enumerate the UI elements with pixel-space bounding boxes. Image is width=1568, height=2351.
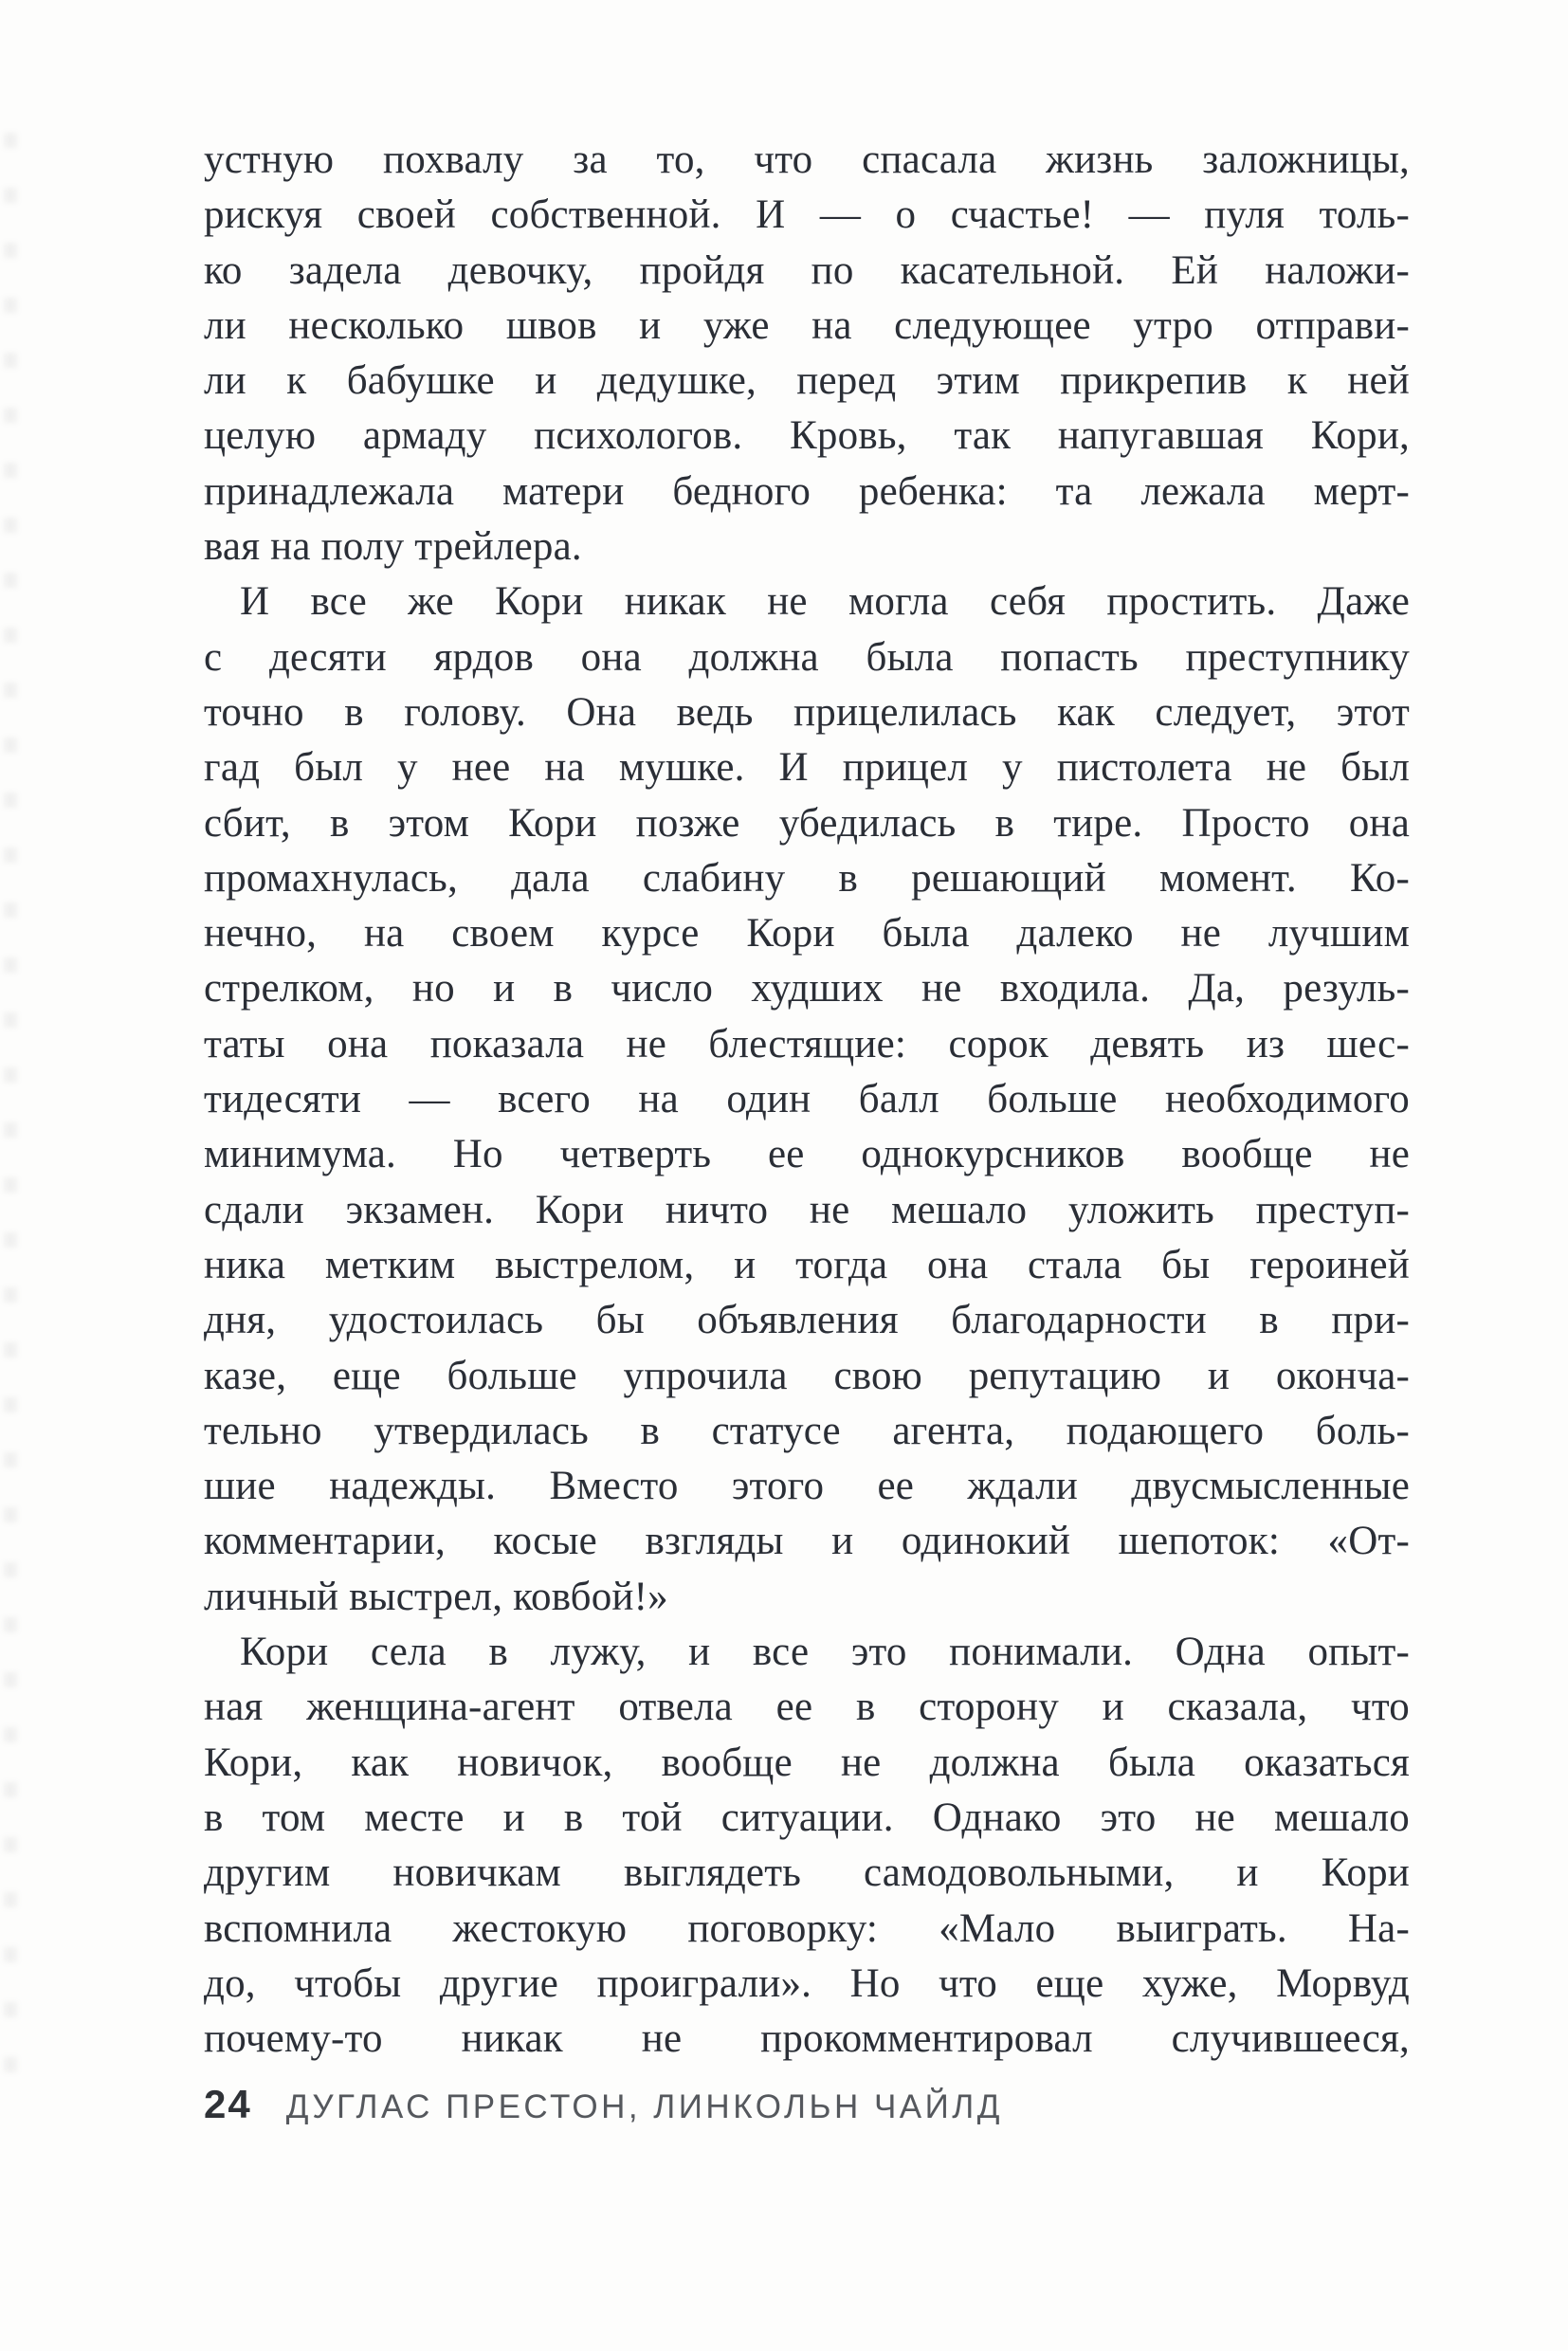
text-line: другим новичкам выглядеть самодовольными, и Кори <box>204 1850 1410 1896</box>
text-line: дня, удостоилась бы объявления благодарности в при- <box>204 1298 1410 1343</box>
text-line: Кори, как новичок, вообще не должна была оказаться <box>204 1740 1410 1785</box>
text-line: принадлежала матери бедного ребенка: та лежала мерт- <box>204 468 1410 514</box>
text-line: вспомнила жестокую поговорку: «Мало выиграть. На- <box>204 1905 1410 1951</box>
running-title: ДУГЛАС ПРЕСТОН, ЛИНКОЛЬН ЧАЙЛД <box>285 2088 1003 2125</box>
text-line: устную похвалу за то, что спасала жизнь заложницы, <box>204 137 1410 182</box>
text-line: ника метким выстрелом, и тогда она стала бы героиней <box>204 1242 1410 1287</box>
text-line: шие надежды. Вместо этого ее ждали двусмысленные <box>204 1464 1410 1509</box>
text-line: таты она показала не блестящие: сорок девять из шес- <box>204 1021 1410 1066</box>
text-line: ли несколько швов и уже на следующее утро отправи- <box>204 302 1410 348</box>
text-line: казе, еще больше упрочила свою репутацию и оконча- <box>204 1353 1410 1398</box>
text-line: вая на полу трейлера. <box>204 524 582 570</box>
scan-artifact <box>4 133 17 2086</box>
text-line: с десяти ярдов она должна была попасть преступнику <box>204 634 1410 680</box>
text-line: тидесяти — всего на один балл больше необходимого <box>204 1077 1410 1122</box>
text-line: гад был у нее на мушке. И прицел у пистолета не был <box>204 745 1410 791</box>
text-line: сбит, в этом Кори позже убедилась в тире. Просто она <box>204 800 1410 846</box>
text-line: точно в голову. Она ведь прицелилась как следует, этот <box>204 689 1410 735</box>
text-line: минимума. Но четверть ее однокурсников вообще не <box>204 1132 1410 1177</box>
text-line: в том месте и в той ситуации. Однако это не мешало <box>204 1795 1410 1840</box>
page-number: 24 <box>204 2082 252 2126</box>
text-line: Кори села в лужу, и все это понимали. Одна опыт- <box>240 1630 1410 1675</box>
text-line: рискуя своей собственной. И — о счастье! — пуля толь- <box>204 192 1410 238</box>
text-line: нечно, на своем курсе Кори была далеко не лучшим <box>204 911 1410 957</box>
text-line: И все же Кори никак не могла себя простить. Даже <box>240 579 1410 625</box>
body-text <box>204 133 1410 2067</box>
text-line: почему-то никак не прокомментировал случившееся, <box>204 2016 1410 2062</box>
text-line: сдали экзамен. Кори ничто не мешало уложить преступ- <box>204 1187 1410 1232</box>
text-line: личный выстрел, ковбой!» <box>204 1574 668 1619</box>
text-line: ная женщина-агент отвела ее в сторону и сказала, что <box>204 1685 1410 1730</box>
text-line: тельно утвердилась в статусе агента, подающего боль- <box>204 1408 1410 1453</box>
text-line: целую армаду психологов. Кровь, так напугавшая Кори, <box>204 413 1410 459</box>
text-line: промахнулась, дала слабину в решающий момент. Ко- <box>204 855 1410 901</box>
page-footer <box>204 2082 1003 2127</box>
text-line: стрелком, но и в число худших не входила. Да, резуль- <box>204 966 1410 1011</box>
text-line: ко задела девочку, пройдя по касательной. Ей наложи- <box>204 247 1410 293</box>
text-line: комментарии, косые взгляды и одинокий шепоток: «От- <box>204 1519 1410 1564</box>
text-line: ли к бабушке и дедушке, перед этим прикрепив к ней <box>204 358 1410 404</box>
text-line: до, чтобы другие проиграли». Но что еще хуже, Морвуд <box>204 1960 1410 2006</box>
